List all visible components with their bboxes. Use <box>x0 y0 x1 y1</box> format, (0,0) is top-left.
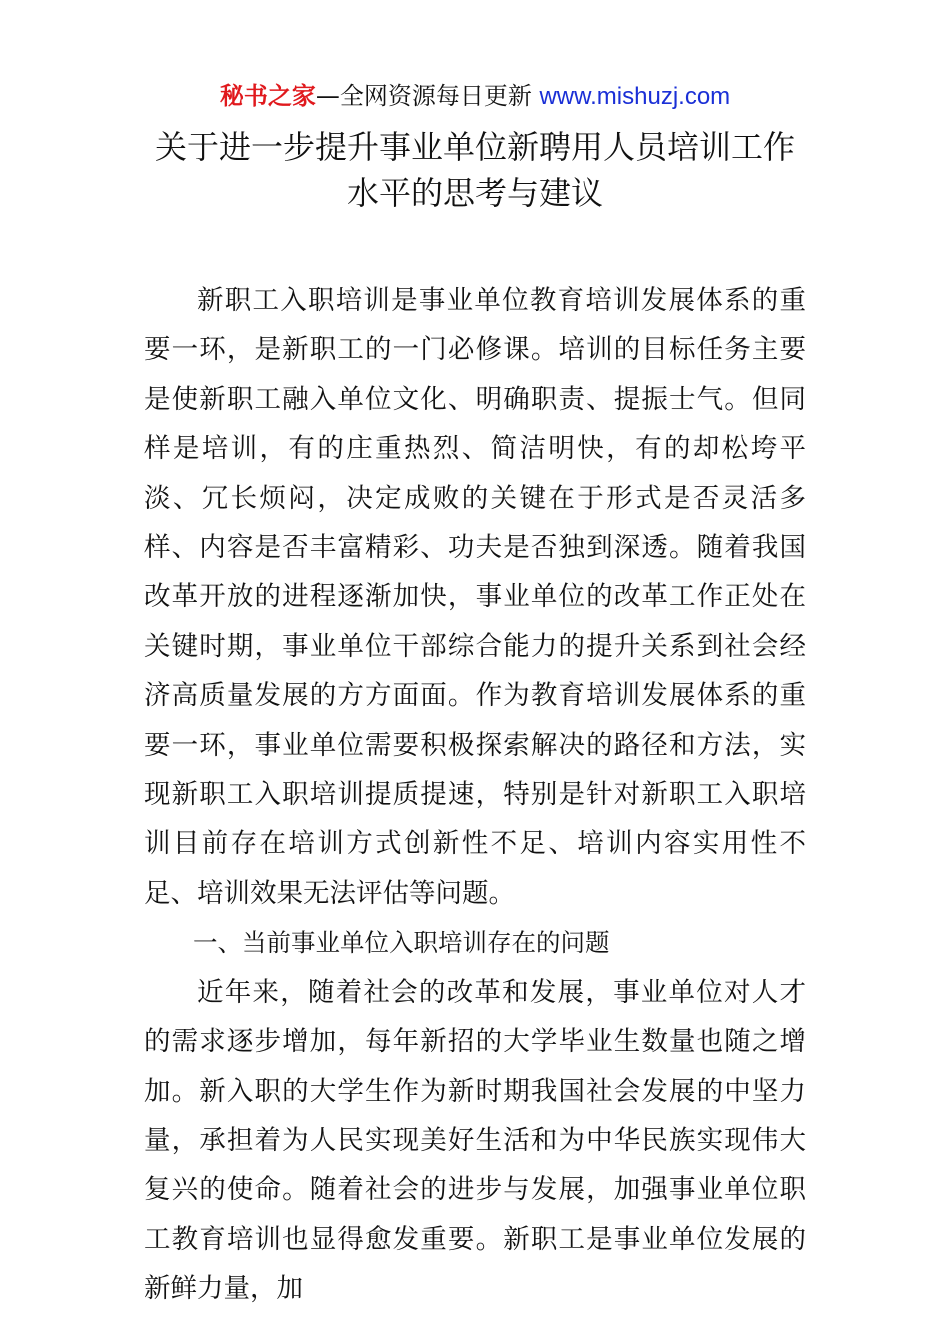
body-paragraph-2: 近年来，随着社会的改革和发展，事业单位对人才的需求逐步增加，每年新招的大学毕业生数量也随之增加。新入职的大学生作为新时期我国社会发展的中坚力量，承担着为人民实现美好生活和为中华民族实现伟大复兴的使命。随着社会的进步与发展，加强事业单位职工教育培训也显得愈发重要。新职工是事业单位发展的新鲜力量，加 <box>144 976 806 1305</box>
header-tagline: —全网资源每日更新 <box>315 82 540 110</box>
section-heading-1: 一、当前事业单位入职培训存在的问题 <box>193 928 610 958</box>
body-paragraph-1: 新职工入职培训是事业单位教育培训发展体系的重要一环，是新职工的一门必修课。培训的目标任务主要是使新职工融入单位文化、明确职责、提振士气。但同样是培训，有的庄重热烈、简洁明快，有的却松垮平淡、冗长烦闷，决定成败的关键在于形式是否灵活多样、内容是否丰富精彩、功夫是否独到深透。随着我国改革开放的进程逐渐加快，事业单位的改革工作正处在关键时期，事业单位干部综合能力的提升关系到社会经济高质量发展的方方面面。作为教育培训发展体系的重要一环，事业单位需要积极探索解决的路径和方法，实现新职工入职培训提质提速，特别是针对新职工入职培训目前存在培训方式创新性不足、培训内容实用性不足、培训效果无法评估等问题。 <box>144 285 806 909</box>
title-line-1: 关于进一步提升事业单位新聘用人员培训工作 <box>154 128 795 166</box>
document-body <box>144 276 806 1314</box>
brand-name: 秘书之家 <box>219 82 316 110</box>
title-line-2: 水平的思考与建议 <box>346 174 603 212</box>
site-url-link[interactable]: www.mishuzj.com <box>539 83 731 110</box>
document-title <box>0 124 950 216</box>
site-header <box>0 80 950 113</box>
